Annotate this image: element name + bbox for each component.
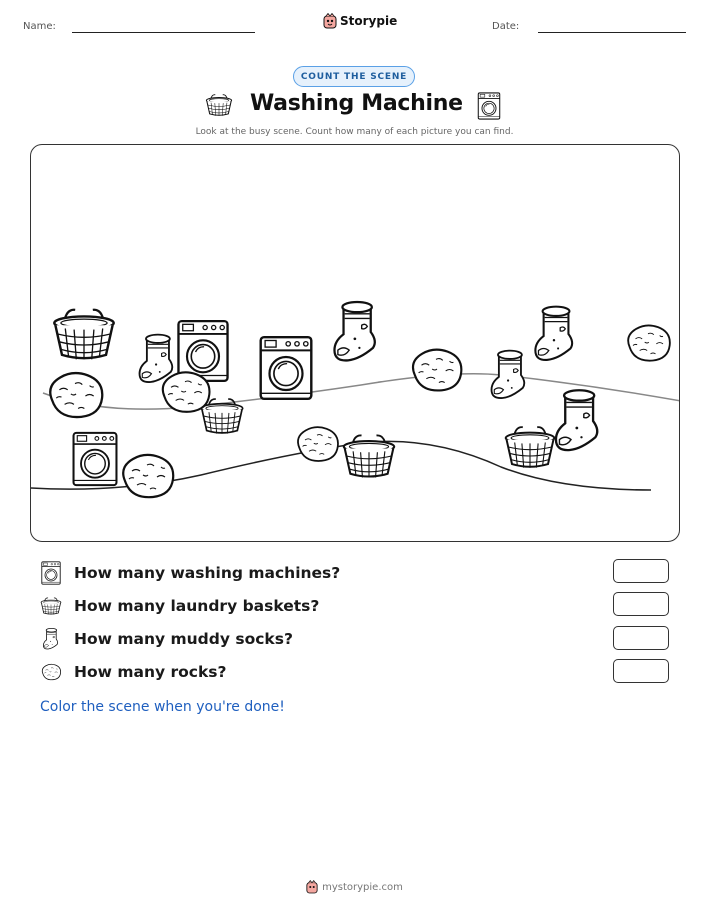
- question-text: How many muddy socks?: [74, 630, 293, 648]
- laundry-basket-icon: [205, 93, 233, 117]
- laundry-basket-icon: [40, 595, 62, 617]
- washing-machine-2: [261, 337, 312, 399]
- question-text: How many laundry baskets?: [74, 597, 320, 615]
- washing-machine-icon: [477, 92, 501, 120]
- muddy-sock-3: [535, 307, 572, 360]
- question-rocks: [40, 659, 227, 685]
- storypie-mascot-icon: [323, 13, 337, 29]
- muddy-sock-1: [140, 335, 173, 382]
- laundry-basket-3: [344, 435, 394, 477]
- question-text: How many rocks?: [74, 663, 227, 681]
- rock-4: [628, 325, 670, 360]
- rock-1: [50, 373, 102, 417]
- muddy-sock-5: [556, 390, 597, 450]
- storypie-mascot-icon: [306, 880, 318, 894]
- laundry-basket-2: [201, 399, 242, 434]
- name-label: Name:: [23, 21, 56, 32]
- answer-box-muddy-socks[interactable]: [613, 626, 669, 650]
- scene-panel: [30, 144, 680, 542]
- sock-icon: [40, 627, 62, 651]
- rock-icon: [40, 662, 62, 682]
- date-label: Date:: [492, 21, 520, 32]
- laundry-basket-1: [54, 310, 113, 360]
- scene-illustration: [31, 145, 680, 542]
- brand-name: Storypie: [340, 14, 398, 28]
- answer-box-laundry-baskets[interactable]: [613, 592, 669, 616]
- date-field[interactable]: [538, 32, 686, 33]
- rock-3: [413, 350, 461, 391]
- footer-url[interactable]: mystorypie.com: [322, 881, 403, 893]
- answer-box-rocks[interactable]: [613, 659, 669, 683]
- rock-2: [163, 372, 210, 411]
- brand-logo: [323, 13, 397, 29]
- question-washing-machines: [40, 560, 340, 586]
- washing-machine-3: [74, 433, 117, 485]
- question-muddy-socks: [40, 626, 293, 652]
- section-badge: COUNT THE SCENE: [293, 66, 415, 87]
- laundry-basket-4: [506, 427, 555, 468]
- footer: [0, 880, 709, 894]
- color-instruction: Color the scene when you're done!: [40, 699, 285, 715]
- rock-6: [123, 455, 173, 497]
- instructions: Look at the busy scene. Count how many of each picture you can find.: [195, 127, 514, 137]
- front-hill-line: [31, 441, 651, 490]
- question-text: How many washing machines?: [74, 564, 341, 582]
- washing-machine-icon: [40, 561, 62, 585]
- name-field[interactable]: [72, 32, 255, 33]
- question-laundry-baskets: [40, 593, 319, 619]
- muddy-sock-2: [334, 302, 374, 360]
- rock-5: [298, 427, 338, 461]
- page-title: Washing Machine: [250, 91, 463, 116]
- answer-box-washing-machines[interactable]: [613, 559, 669, 583]
